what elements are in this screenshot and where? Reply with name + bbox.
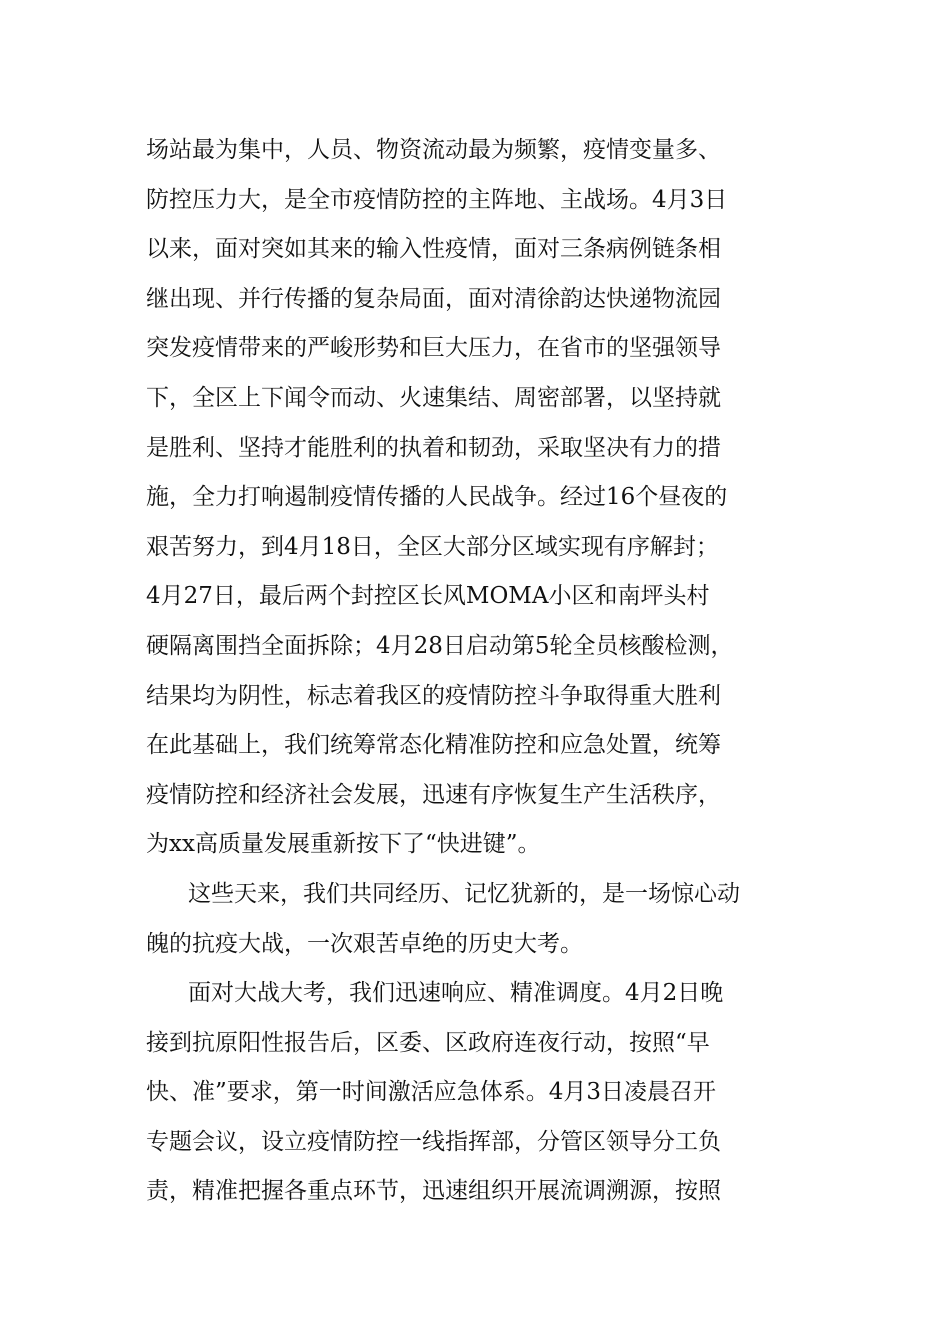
text-line: 4月27日，最后两个封控区长风MOMA小区和南坪头村	[146, 583, 710, 610]
text-line: 突发疫情带来的严峻形势和巨大压力，在省市的坚强领导	[146, 335, 721, 362]
text-line: 下，全区上下闻令而动、火速集结、周密部署，以坚持就	[146, 384, 721, 411]
text-line: 快、准”要求，第一时间激活应急体系。4月3日凌晨召开	[146, 1079, 717, 1106]
text-line: 艰苦努力，到4月18日，全区大部分区域实现有序解封；	[146, 533, 719, 560]
text-line: 硬隔离围挡全面拆除；4月28日启动第5轮全员核酸检测，	[146, 632, 734, 659]
text-line: 在此基础上，我们统筹常态化精准防控和应急处置，统筹	[146, 732, 721, 759]
text-line: 是胜利、坚持才能胜利的执着和韧劲，采取坚决有力的措	[146, 434, 721, 461]
text-line: 场站最为集中，人员、物资流动最为频繁，疫情变量多、	[146, 137, 721, 163]
paragraph-first-line: 这些天来，我们共同经历、记忆犹新的，是一场惊心动	[188, 880, 740, 907]
text-line: 接到抗原阳性报告后，区委、区政府连夜行动，按照“早	[146, 1029, 710, 1056]
text-line: 为xx高质量发展重新按下了“快进键”。	[146, 831, 541, 858]
text-line: 责，精准把握各重点环节，迅速组织开展流调溯源，按照	[146, 1178, 721, 1205]
text-line: 继出现、并行传播的复杂局面，面对清徐韵达快递物流园	[146, 285, 721, 312]
paragraph-first-line: 面对大战大考，我们迅速响应、精准调度。4月2日晚	[188, 980, 724, 1007]
text-line: 防控压力大，是全市疫情防控的主阵地、主战场。4月3日	[146, 186, 728, 213]
text-line: 施，全力打响遏制疫情传播的人民战争。经过16个昼夜的	[146, 484, 728, 511]
body-text	[146, 126, 826, 1217]
text-line: 结果均为阴性，标志着我区的疫情防控斗争取得重大胜利	[146, 682, 721, 709]
text-line: 疫情防控和经济社会发展，迅速有序恢复生产生活秩序，	[146, 781, 721, 808]
text-line: 专题会议，设立疫情防控一线指挥部，分管区领导分工负	[146, 1128, 721, 1155]
text-line: 魄的抗疫大战，一次艰苦卓绝的历史大考。	[146, 930, 583, 957]
text-line: 以来，面对突如其来的输入性疫情，面对三条病例链条相	[146, 236, 721, 263]
